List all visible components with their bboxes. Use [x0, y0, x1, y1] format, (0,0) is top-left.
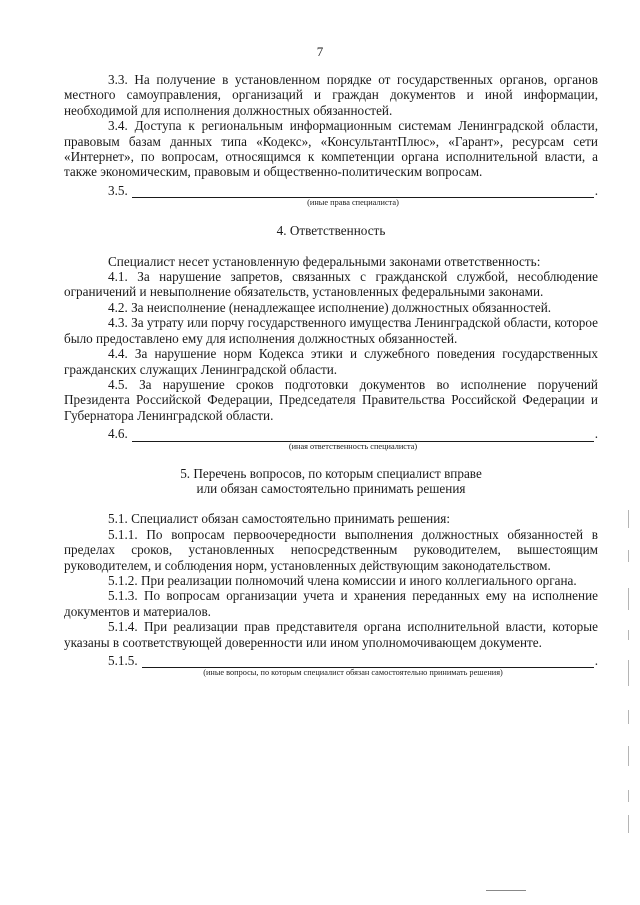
line-end: .: [594, 426, 598, 442]
paragraph-5-1-3: 5.1.3. По вопросам организации учета и хранения переданных ему на исполнение документов и материалов.: [64, 588, 598, 619]
paragraph-3-3: 3.3. На получение в установленном порядке от государственных органов, органов местного самоуправления, организаций и граждан документов и иной информации, необходимой для исполнения должностных обязанностей.: [64, 72, 598, 118]
item-number: 5.1.5.: [108, 653, 138, 668]
blank-line: [132, 430, 594, 442]
paragraph-4-2: 4.2. За неисполнение (ненадлежащее исполнение) должностных обязанностей.: [108, 299, 552, 315]
paragraph-4-5: 4.5. За нарушение сроков подготовки документов во исполнение поручений Президента Российской Федерации, Председателя Правительства Российской Федерации и Губернатора Ленинградской области.: [64, 376, 598, 423]
caption-3-5: (иные права специалиста): [307, 198, 399, 208]
fill-line-5-1-5: [64, 653, 598, 668]
paragraph-3-4: 3.4. Доступа к региональным информационным системам Ленинградской области, правовым базам данных типа «Кодекс», «КонсультантПлюс», «Гарант», ресурсам сети «Интернет», по вопросам, относящимся к компетенции органа исполнительной власти, а также экономическим, правовым и общественно-политическим вопросам.: [64, 118, 598, 180]
item-number: 4.6.: [108, 426, 128, 442]
blank-line: [132, 186, 594, 198]
paragraph-5-1-2: 5.1.2. При реализации полномочий члена комиссии и иного коллегиального органа.: [108, 572, 577, 588]
fill-line-3-5: [64, 183, 598, 198]
paragraph-5-1-1: 5.1.1. По вопросам первоочередности выполнения должностных обязанностей в пределах сроков, установленных непосредственным руководителем, вышестоящим руководителем, и соблюдения норм, установленных действующим законодательством.: [64, 526, 598, 573]
line-end: .: [594, 653, 598, 668]
caption-4-6: (иная ответственность специалиста): [288, 441, 418, 451]
page-content: [64, 72, 598, 678]
section-4-heading: 4. Ответственность: [276, 223, 386, 239]
section-5-heading-line1: 5. Перечень вопросов, по которым специалист вправе: [180, 465, 482, 481]
paragraph-5-1: 5.1. Специалист обязан самостоятельно принимать решения:: [108, 511, 450, 527]
paragraph-5-1-4: 5.1.4. При реализации прав представителя органа исполнительной власти, которые указаны в соответствующей доверенности или ином уполномочивающем документе.: [64, 619, 598, 650]
page-number: 7: [316, 44, 324, 59]
blank-line: [142, 656, 594, 668]
paragraph-4-3: 4.3. За утрату или порчу государственного имущества Ленинградской области, которое было предоставлено ему для исполнения должностных обязанностей.: [64, 315, 598, 346]
caption-5-1-5: (иные вопросы, по которым специалист обязан самостоятельно принимать решения): [203, 668, 503, 678]
item-number: 3.5.: [108, 182, 128, 198]
scan-margin-marks: [626, 510, 632, 840]
paragraph-4-4: 4.4. За нарушение норм Кодекса этики и служебного поведения государственных гражданских служащих Ленинградской области.: [64, 346, 598, 377]
footer-mark: [486, 890, 526, 891]
section-5-heading-line2: или обязан самостоятельно принимать решения: [196, 480, 466, 496]
paragraph-4-1: 4.1. За нарушение запретов, связанных с гражданской службой, несоблюдение ограничений и невыполнение обязательств, установленных федеральными законами.: [64, 269, 598, 300]
fill-line-4-6: [64, 426, 598, 441]
section-4-intro: Специалист несет установленную федеральными законами ответственность:: [108, 253, 541, 269]
line-end: .: [594, 182, 598, 198]
